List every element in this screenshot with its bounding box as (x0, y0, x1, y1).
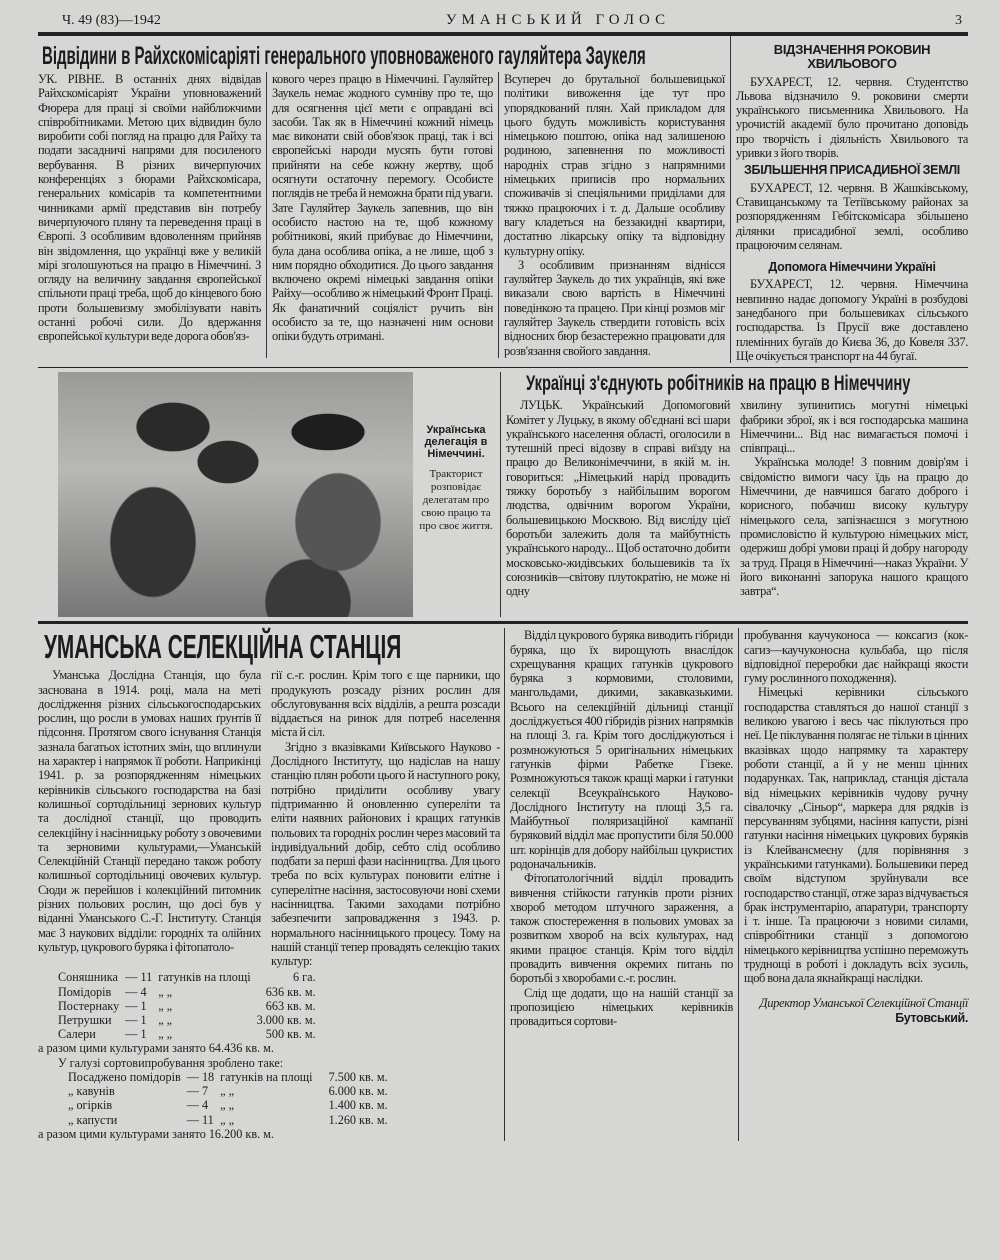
article1-title-wrap (38, 36, 730, 72)
cell: — 1 (125, 1027, 147, 1042)
cell: 636 кв. м. (265, 984, 316, 999)
article1 (38, 36, 730, 363)
cell: — 11 (186, 1112, 214, 1127)
cell: „ „ (220, 1112, 235, 1127)
table-row (68, 1084, 394, 1098)
masthead (38, 12, 968, 36)
paragraph: Українська молоде! З повним довір'ям і свідомістю вимоги часу їдь на працю до Німеччини, де навчишся багато доброго і корисного, побачиш високу культуру німецького села, запізнаєшся з могутною промисловістю й культурою німецьких міст, одержиш добрі умови праці й добру нагороду за труд. Праця в Німеччині—наказ України. У його виконанні запорука нашого кращого завтра“. (740, 455, 968, 599)
paragraph: Слід ще додати, що на нашій станції за пропозицією німецьких керівників провадиться сортови- (510, 985, 733, 1029)
article3-col2 (266, 668, 500, 968)
article3-col4 (738, 628, 968, 1141)
paragraph: Всупереч до брутальної большевицької політики вивоження іде тут про упорядкований плян. Хай прикладом для цього будуть можливість користування німецькою поштою, опіка над залишеною родиною, запевнення по можливості народніх страв згідно з напрямними німецьких приписів про нормальних споживачів зі спеціяльними приділами для тяжко працюючих і т. д. Дальше особливу вагу кладеться на беззакидні квартири, достатню лікарську опіку та відповідну культурну опіку. (504, 72, 725, 258)
paragraph: гії с.-г. рослин. Крім того є ще парники, що продукують розсаду різних рослин для обслуговування всіх відділів, а решта розсади віддається на ринок для потреб населення міста й сіл. (271, 668, 500, 740)
article1-col2 (266, 72, 498, 358)
article2-col1 (506, 398, 735, 598)
cell: 6 га. (293, 970, 316, 985)
photo-title: Українська делегація в Німеччині. (424, 424, 488, 461)
cell: „ „ (220, 1084, 235, 1099)
crop-table-selection (58, 970, 322, 1041)
table-row (68, 1113, 394, 1127)
paragraph: ЛУЦЬК. Український Допомоговий Комітет у Луцьку, в якому об'єднані всі шари українського населення області, оголосили в тутешній пресі відозву в справі виїзду на працю до Великонімеччини, в якій м. ін. говориться: „Німецький нарід провадить тяжку боротьбу з найбільшим ворогом людства, одвічним ворогом України, большевицькою Москвою. Від висліду цієї боротьби залежить доля та майбутність українського народу... Щоб остаточно добити московсько-жидівських большевиків та їх союзників—світову плутократію, не може ні одну (506, 398, 730, 599)
paragraph: хвилину зупинитись могутні німецькі фабрики зброї, як і вся господарська машина Німеччини... Від нас вимагається помочі і співпраці... (740, 398, 968, 456)
cell: — 7 (186, 1084, 209, 1099)
photo-tractor-delegation (58, 372, 413, 617)
cell: — 4 (186, 1098, 209, 1113)
cell: „ кавунів (68, 1084, 115, 1099)
total-testing: а разом цими культурами занято 16.200 кв. м. (38, 1126, 274, 1141)
table-row (58, 1013, 322, 1027)
article2-col2 (735, 398, 968, 598)
cell: — 1 (125, 1013, 147, 1028)
signature-name: Бутовський. (895, 1010, 968, 1025)
table-row (68, 1070, 394, 1084)
news-text: БУХАРЕСТ, 12. червня. Студентство Львова відзначило 9. роковини смерти українського письменника Хвильового. На урочистій академії було прочитано доповідь про творчість і діяльність Хвильового та уривки з його творів. (736, 74, 968, 161)
paragraph: кового через працю в Німеччині. Гауляйтер Заукель немає жодного сумніву про те, що для осягнення цієї мети є оправдані всі засоби. Так як в Німеччині кожний німець має виконати свій обов'язок праці, так і всі європейські народи мусять бути готові прийняти на себе кожну жертву, щоб осягнути остаточну перемогу. Особисте поглядів не треба й неможна брати під уваги. Зате Гауляйтер Заукель запевнив, що він особисто настою на те, щоб кожному робітникові, який прибуває до Німеччини, була дана особлива опіка, а не лише, щоб з ним порядно обходитися. До цього завдання включено окремі німецькі завдання опіки Райху—особливо ж німецький Фронт Праці. Як фанатичний соціяліст ручить він особисто за те, що назначені ним основи опіки будуть отримані. (272, 72, 493, 344)
photo-description: Тракторист розповідає делегатам про свою працю та про своє життя. (419, 468, 493, 533)
table-row (58, 999, 322, 1013)
cell: 7.500 кв. м. (328, 1069, 388, 1084)
article1-title: Відвідини в Райхскомісаріяті генерального уповноваженого гауляйтера Заукеля (42, 42, 646, 70)
article1-columns (38, 72, 730, 358)
cell: Посаджено помідорів (68, 1069, 181, 1084)
article2-columns (506, 398, 968, 598)
news-column (730, 36, 968, 363)
paragraph: Фітопатологічний відділ провадить вивчення стійкости гатунків проти різних хвороб методом штучного зараження, а також спостереження в польових умовах за розвитком хвороб на всіх культурах, над якими працює станція. Крім того відділ провадить вивчення окремих питань по боротьбі з хворобами с.-г. рослин. (510, 871, 733, 986)
cell: 1.400 кв. м. (328, 1098, 388, 1113)
cell: гатунків на площі (220, 1069, 313, 1084)
paragraph: Відділ цукрового буряка виводить гібриди буряка, що їх вирощують внаслідок схрещування кращих гатунків цукрового буряка з кормовими, столовими, мангольдами, дикими, закавказькими. Всього на селекційній дільниці станції досліджується 400 гібридів різних напрямків на площі 3. га. Крім того досліджуються і розмножуються 5 оригінальних німецьких гатунків фірми Рабетке Гізеке. Розмножуються також кращі марки і гатунки селекції Всеукраїнського Науково-Дослідного Інституту на площі 3,5 га. Майбутньої поляризаційної кампанії буряковий відділ має пропустити біля 50.000 шт. корінців для добору найбільш цукристих родоначальників. (510, 628, 733, 871)
issue-number: Ч. 49 (83)—1942 (62, 13, 161, 28)
table-row (68, 1098, 394, 1112)
paragraph: Уманська Дослідна Станція, що була заснована в 1914. році, мала на меті дослідження різних сільськогосподарських рослин, що росли в умовах наших ґрунтів її підсоння. Протягом свого існування Станція зазнала багатьох істотних змін, що вплинули на характер і напрямок її роботи. Наприкінці 1941. р. за розпорядженням німецьких керівників сільського господарства на базі колишньої сортодільниці зернових культур та дослідної станції, що проводить селекційну і насінницьку роботу з овочевими та зерновими культурами,—Уманській Селекційній Станції передано також роботу колишньої сортодільниці овочевих культур. Сюди ж перейшов і колекційний питомник різних польових рослин, що досі був у віданні Уманського С.-Г. Інституту. Станція має 3 наукових відділи: городніх та олійних культур, цукрового буряка і фітопатоло- (38, 668, 261, 954)
article2-title: Українці з'єднують робітників на працю в Німеччину (526, 372, 911, 396)
news-title-khvylovy: ВІДЗНАЧЕННЯ РОКОВИН ХВИЛЬОВОГО (773, 42, 931, 72)
table-row (58, 1027, 322, 1041)
news-text: БУХАРЕСТ, 12. червня. В Жашківському, Ставищанському та Тетіївському районах за розпорядженням Гебітскомісара збільшено ділянки присадибної землі, особливо працюючим селянам. (736, 180, 968, 252)
article3-title: УМАНСЬКА СЕЛЕКЦІЙНА СТАНЦІЯ (44, 628, 402, 666)
article3-col3 (504, 628, 738, 1141)
cell: Петрушки (58, 1013, 112, 1028)
cell: — 1 (125, 998, 147, 1013)
cell: „ „ (220, 1098, 235, 1113)
cell: — 4 (125, 984, 147, 999)
article3-left (38, 628, 500, 1141)
paragraph: Згідно з вказівками Київського Науково - Дослідного Інституту, що надіслав на нашу станцію плян роботи цього й наступного року, потрібно приділити особливу увагу підтриманню й оновленню супереліти та еліти наявних районових і кращих гатунків польових та городніх рослин через масовий та індивідуальний добір, себто слід особливо подбати за перші фази насінництва. Для цього треба по всіх культурах поновити елітне і суперелітне насіння, застосовуючи нові схеми насінництва. Такими заходами потрібно забезпечити запровадження з 1943. р. нормального насінницького процесу. Тому на нашій станції тепер провадять селекцію таких культур: (271, 739, 500, 969)
table-row (58, 970, 322, 984)
cell: Соняшника (58, 970, 118, 985)
paragraph: пробування каучуконоса — коксагиз (кок-сагиз—каучуконосна кульбаба, що після відповідної переробки дає найкращі якости гуму рослинного походження). (744, 628, 968, 686)
cell: „ „ (158, 1027, 173, 1042)
news-text: БУХАРЕСТ, 12. червня. Німеччина невпинно надає допомогу Україні в розбудові занедбаного при большевиках сільського господарства. Із Прусії вже доставлено племінних бугаїв до Києва 36, до Ковеля 337. Ще очікується транспорт на 44 бугаї. (736, 277, 968, 363)
cell: „ огірків (68, 1098, 113, 1113)
cell: „ капусти (68, 1112, 118, 1127)
crop-table-testing (68, 1070, 394, 1127)
variety-testing-intro: У галузі сортовипробування зроблено таке: (58, 1055, 284, 1070)
cell: — 11 (125, 970, 153, 985)
news-title-land: ЗБІЛЬШЕННЯ ПРИСАДИБНОЇ ЗЕМЛІ (744, 163, 960, 178)
article1-col3 (498, 72, 730, 358)
cell: „ „ (158, 1013, 173, 1028)
cell: 663 кв. м. (265, 998, 316, 1013)
cell: 6.000 кв. м. (328, 1084, 388, 1099)
top-section (38, 36, 968, 368)
cell: Помідорів (58, 984, 112, 999)
bottom-section (38, 624, 968, 1141)
paragraph: Німецькі керівники сільського господарства ставляться до нашої станції з великою увагою і весь час піклуються про неї. Це піклування полягає не тільки в цінних вказівках щодо напрямку та характеру роботи станції, а й у не менш цінних подарунках. Так, наприклад, станція дістала від німецьких керівників чудову ручну сівалочку „Сіньор“, маркера для рядків із персуванням зубцями, насіння капусти, різні гатунки насіння німецьких цукрових буряків із Клейвансмеєну (для порівняння з українськими гатунками). Большевики перед своїм відступом зруйнували все господарство станції, отже зараз відчувається брак інструментарію, апаратури, транспорту і т. інше. Та працюючи з новими силами, співробітники станції з допомогою німецького керівництва успішно переможуть труднощі в роботі і докладуть всіх зусиль, щоб вона дала якнайкращі наслідки. (744, 685, 968, 986)
cell: „ „ (158, 998, 173, 1013)
middle-section (38, 368, 968, 624)
cell: Салери (58, 1027, 96, 1042)
newspaper-title: УМАНСЬКИЙ ГОЛОС (445, 12, 671, 28)
article2 (500, 372, 968, 617)
article3-left-columns (38, 668, 500, 968)
paragraph: З особливим признанням віднісся гауляйтер Заукель до тих українців, які вже виказали свою вартість в Німеччині поведінкою та працею. При кінці розмов міг гауляйтер Заукель ствердити готовість всіх відносних бюр безастережно працювати для розв'язання свойого завдання. (504, 257, 725, 358)
total-selection: а разом цими культурами занято 64.436 кв. м. (38, 1041, 274, 1056)
page-number: 3 (955, 13, 962, 28)
cell: гатунків на площі (158, 970, 251, 985)
article2-title-wrap (506, 372, 968, 398)
cell: 500 кв. м. (265, 1027, 316, 1042)
cell: 3.000 кв. м. (256, 1013, 316, 1028)
signature-role: Директор Уманської Селекційної Станції (759, 995, 968, 1010)
paragraph: УК. РІВНЕ. В останніх днях відвідав Райхскомісаріят України уповноважений Фюрера для праці зі своїми найближчими співробітниками. Метою цих відвидин було виробити собі погляд на працю для Райху та подати засадничі напрями для посиленого вербування. В різних вичерпуючих конференціях з бюрами Райхскомісара, генеральних комісарів та компетентними чинниками армії представив він потребу вичерпуючого пляну та переведення праці в Європі. З особливим вдоволенням прийняв він звідомлення, що українці вже у великій мірі зголошуються на працю в Німеччині. З огляду на величину завдання європейської спільноти праці треба, щоб до кінцевого бою проти большевизму змобілізувати навіть останні робочі сили. До вдержання європейської культури веде дорога обов'яз- (38, 72, 261, 344)
article3-title-wrap (38, 628, 500, 668)
news-title-help: Допомога Німеччини Україні (768, 260, 936, 275)
cell: Постернаку (58, 998, 120, 1013)
photo-caption (416, 372, 496, 617)
article3-col1 (38, 668, 266, 968)
cell: „ „ (158, 984, 173, 999)
article1-col1 (38, 72, 266, 358)
cell: 1.260 кв. м. (328, 1112, 388, 1127)
signature (744, 996, 968, 1026)
cell: — 18 (186, 1069, 215, 1084)
table-row (58, 985, 322, 999)
